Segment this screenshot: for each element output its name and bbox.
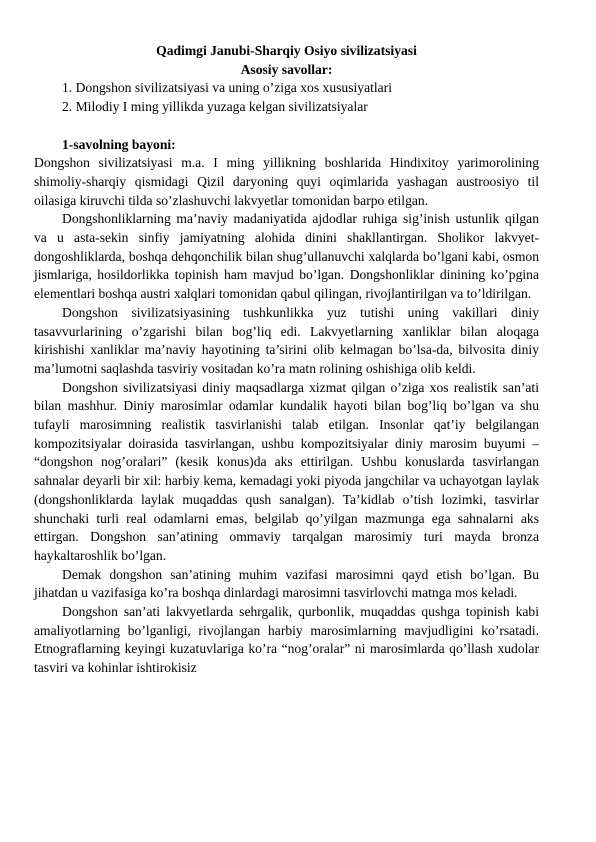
section-heading: 1-savolning bayoni: <box>62 136 176 152</box>
paragraph-text: Dongshonliklarning ma’naviy madaniyatida ajdodlar ruhiga sig’inish ustunlik qilgan va u asta-sekin sinfiy jamiyatning alohida dinini shakllantirgan. Sholikor lakvyet-dongoshliklarda, boshqa dehqonchilik bilan shug’ullanuvchi xalqlarda bo’lgani kabi, osmon jismlariga, hosildorlikka topinish ham mavjud bo’lgan. Dongshonliklar dinining ko’pgina elementlari boshqa austri xalqlari tomonidan qabul qilingan, rivojlantirilgan va to’ldirilgan. <box>34 211 539 302</box>
paragraph <box>34 603 539 678</box>
paragraph-text: Dongshon sivilizatsiyasi m.a. I ming yillikning boshlarida Hindixitoy yarimorolining shimoliy-sharqiy qismidagi Qizil daryoning quyi oqimlarida yashagan austroosiyo til oilasiga kiruvchi tilda so’zlashuvchi lakvyetlar tomonidan barpo etilgan. <box>34 155 539 208</box>
document-title: Qadimgi Janubi-Sharqiy Osiyo sivilizatsiyasi <box>156 43 417 58</box>
paragraph-text: Dongshon sivilizatsiyasi diniy maqsadlarga xizmat qilgan o’ziga xos realistik san’ati bilan mashhur. Diniy marosimlar odamlar kundalik hayoti bilan bog’liq bo’lgan va shu tufayli marosimning realistik tasvirlanishi talab etilgan. Insonlar qat’iy belgilangan kompozitsiyalar doirasida tasvirlangan, ushbu kompozitsiyalar diniy marosim buyumi – “dongshon nog’oralari” (kesik konus)da aks ettirilgan. Ushbu konuslarda tasvirlangan sahnalar deyarli bir xil: harbiy kema, kemadagi yoki piyoda jangchilar va uchayotgan laylak (dongshonliklarda laylak muqaddas qush sanalgan). Ta’kidlab o’tish lozimki, tasvirlar shunchaki turli real odamlarni emas, belgilab qo’yilgan mazmunga ega sahnalarni aks ettirgan. Dongshon san’atining ommaviy tarqalgan marosimiy turi mayda bronza haykaltaroshlik bo’lgan. <box>34 379 539 563</box>
spacer <box>34 117 539 136</box>
paragraph-text: Dongshon san’ati lakvyetlarda sehrgalik, qurbonlik, muqaddas qushga topinish kabi amaliyotlarning bo’lganligi, rivojlangan harbiy marosimlarning mavjudligini ko’rsatadi. Etnograflarning keyingi kuzatuvlariga ko’ra “nog’oralar” ni marosimlarda qo’llash xudolar tasviri va kohinlar ishtirokisiz <box>34 604 539 676</box>
paragraph <box>34 304 539 379</box>
paragraph-text: Demak dongshon san’atining muhim vazifasi marosimni qayd etish bo’lgan. Bu jihatdan u vazifasiga ko’ra boshqa dinlardagi marosimni tasvirlovchi matnga mos keladi. <box>34 566 539 601</box>
paragraph <box>34 154 539 210</box>
question-item: 1. Dongshon sivilizatsiyasi va uning o’ziga xos xususiyatlari <box>62 80 392 96</box>
paragraph <box>34 566 539 603</box>
paragraph <box>34 210 539 304</box>
paragraph-text: Dongshon sivilizatsiyasining tushkunlikka yuz tutishi uning vakillari diniy tasavvurlarining o’zgarishi bilan bog’liq edi. Lakvyetlarning xanliklar bilan aloqaga kirishishi xanliklar ma’naviy hayotining ta’sirini olib kelmagan bo’lsa-da, bilvosita diniy ma’lumotni saqlashda tasviriy vositadan ko’ra matn rolining oshishiga olib keldi. <box>34 304 539 376</box>
paragraph <box>34 379 539 566</box>
document-subtitle: Asosiy savollar: <box>240 61 333 77</box>
question-item: 2. Milodiy I ming yillikda yuzaga kelgan sivilizatsiyalar <box>62 99 368 115</box>
questions-list <box>34 79 539 116</box>
document-page <box>34 42 539 678</box>
